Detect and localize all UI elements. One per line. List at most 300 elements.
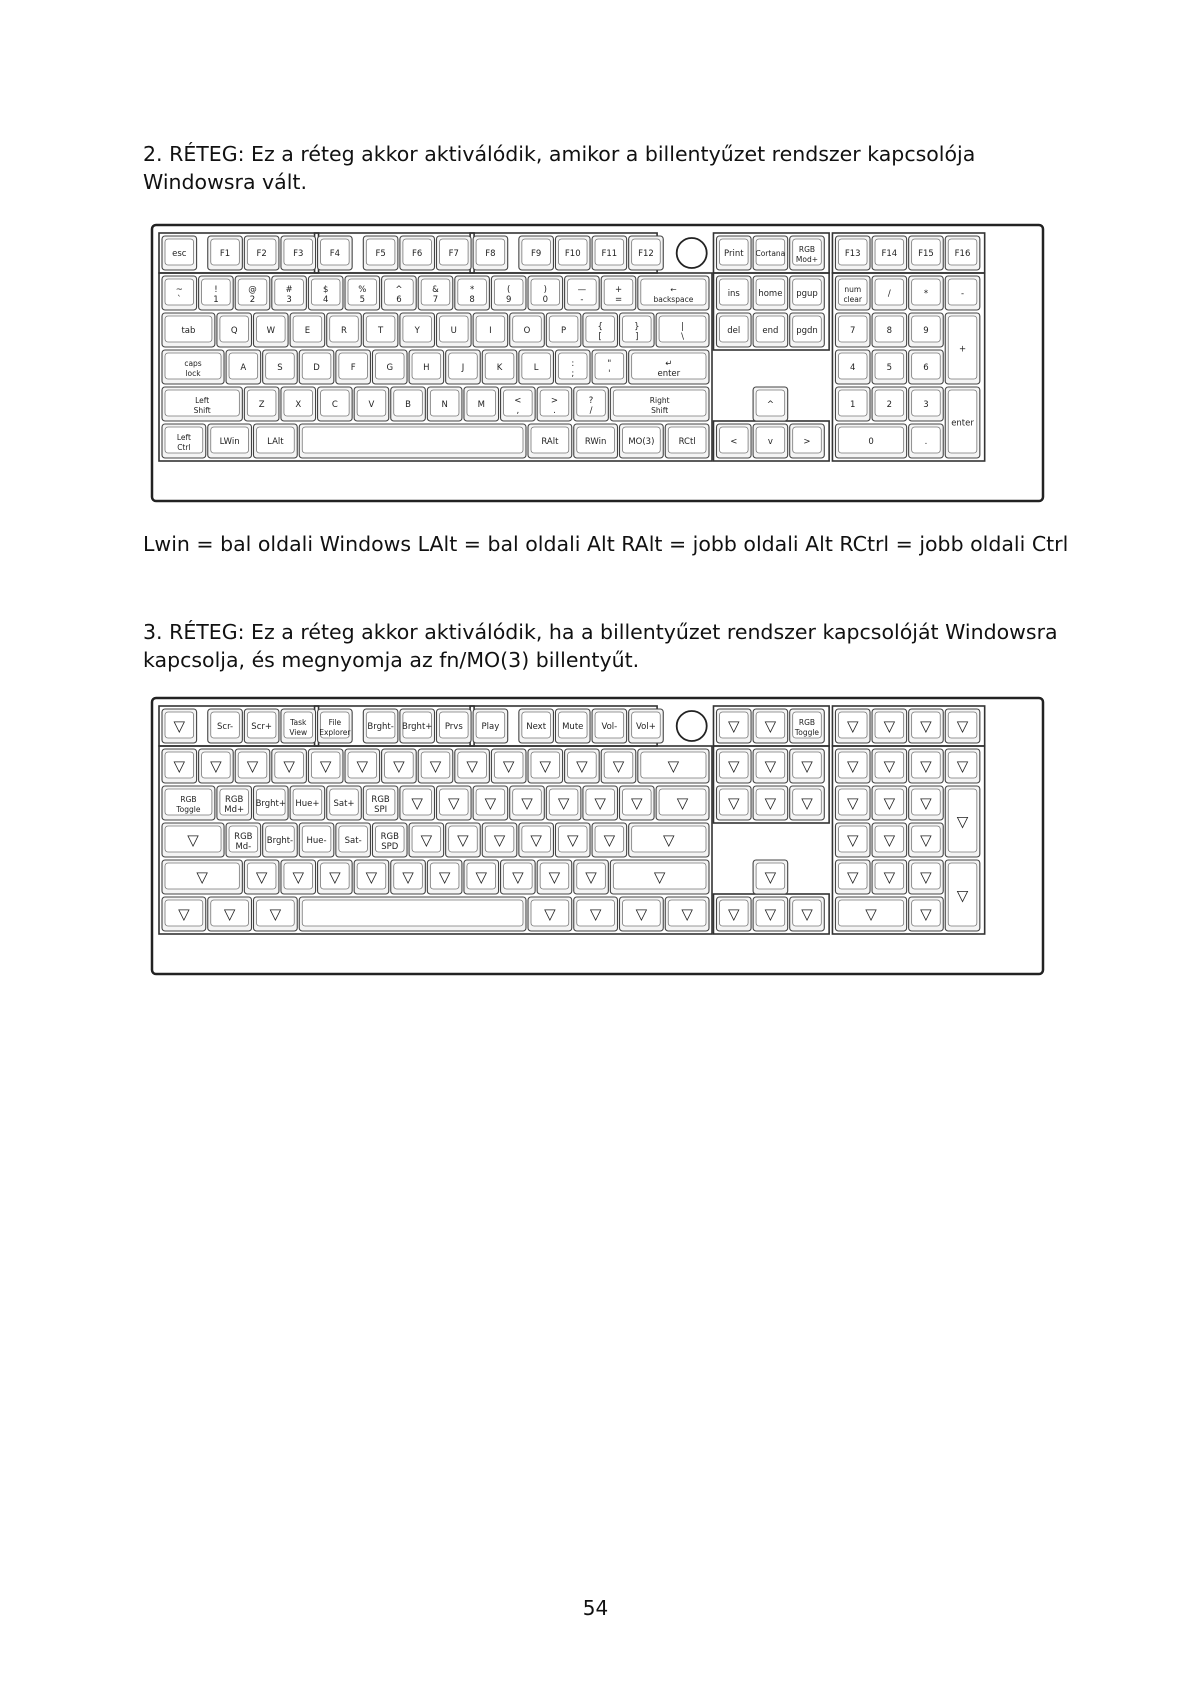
layer2-key bbox=[281, 236, 316, 270]
layer3-key bbox=[244, 709, 279, 743]
layer3-key-label: ▽ bbox=[846, 794, 859, 812]
layer3-key-label: ▽ bbox=[576, 757, 588, 775]
layer3-key bbox=[620, 897, 664, 931]
layer3-key-label: ▽ bbox=[187, 831, 199, 849]
layer2-key-label: : ; bbox=[571, 359, 575, 379]
layer3-key-label: ▽ bbox=[502, 757, 515, 775]
layer2-key-label: R bbox=[341, 326, 347, 336]
layer3-key bbox=[482, 823, 517, 857]
layer3-key bbox=[437, 786, 472, 820]
layer2-key-label: - bbox=[961, 289, 965, 299]
layer3-key-label: ▽ bbox=[530, 831, 542, 849]
layer3-key-label: RGB Toggle bbox=[794, 718, 820, 737]
layer2-key-label: 1 bbox=[850, 400, 856, 410]
layer3-key-label: RGB SPD bbox=[380, 832, 399, 852]
layer3-key-label: ▽ bbox=[283, 757, 295, 775]
layer3-key bbox=[835, 786, 870, 820]
layer2-key-label: LAlt bbox=[267, 437, 284, 447]
layer3-key bbox=[281, 860, 316, 894]
layer3-key-label: ▽ bbox=[448, 794, 460, 812]
layer3-key bbox=[244, 860, 279, 894]
layer2-key-label: home bbox=[758, 289, 783, 299]
layer3-key-label: Task View bbox=[289, 718, 308, 737]
layer2-key bbox=[835, 387, 870, 421]
layer3-key-label: ▽ bbox=[920, 831, 932, 849]
layer3-key bbox=[753, 749, 788, 783]
layer2-key-label: C bbox=[331, 400, 338, 410]
layer3-key-label: ▽ bbox=[764, 717, 777, 735]
layer2-key bbox=[835, 236, 870, 270]
layer3-key-label: ▽ bbox=[292, 868, 305, 886]
layer2-key bbox=[790, 276, 825, 310]
layer3-key bbox=[677, 711, 707, 741]
layer3-key bbox=[318, 709, 353, 743]
layer2-key bbox=[753, 236, 788, 270]
layer2-key bbox=[638, 276, 709, 310]
layer2-key bbox=[473, 313, 508, 347]
layer2-key bbox=[437, 236, 472, 270]
layer2-key bbox=[345, 276, 380, 310]
layer3-key-label: ▽ bbox=[956, 717, 969, 735]
layer3-key bbox=[162, 860, 242, 894]
layer3-key-label: ▽ bbox=[956, 757, 969, 775]
layer2-key-label: RAlt bbox=[541, 437, 559, 447]
layer3-key-label: Vol+ bbox=[636, 722, 656, 732]
layer2-key-label: { [ bbox=[597, 322, 603, 342]
layer3-key bbox=[716, 786, 751, 820]
layer2-key-label: F12 bbox=[638, 249, 654, 259]
layer2-key bbox=[546, 313, 581, 347]
layer2-key bbox=[753, 387, 788, 421]
layer2-key-label: del bbox=[727, 326, 741, 336]
layer2-key bbox=[909, 236, 944, 270]
layer2-key-label: MO(3) bbox=[628, 437, 655, 447]
layer3-key bbox=[473, 709, 508, 743]
layer3-key bbox=[537, 860, 572, 894]
layer3-key bbox=[336, 823, 371, 857]
layer2-key-label: A bbox=[240, 363, 247, 373]
layer3-key bbox=[409, 823, 444, 857]
layer3-key bbox=[464, 860, 499, 894]
layer2-key bbox=[555, 236, 590, 270]
layer2-key bbox=[501, 387, 536, 421]
layer2-key bbox=[872, 350, 907, 384]
layer2-key bbox=[872, 276, 907, 310]
layer3-key-label: Vol- bbox=[601, 722, 618, 732]
layer3-key bbox=[318, 860, 353, 894]
layer3-key bbox=[162, 897, 206, 931]
layer3-key bbox=[281, 709, 316, 743]
layer3-key-label: RGB Md+ bbox=[224, 795, 245, 815]
layer2-key bbox=[409, 350, 444, 384]
layer3-key bbox=[872, 749, 907, 783]
layer2-key bbox=[555, 350, 590, 384]
layer2-key bbox=[308, 276, 343, 310]
layer3-key-label: ▽ bbox=[566, 831, 579, 849]
layer3-key bbox=[945, 860, 980, 931]
layer2-key bbox=[235, 276, 270, 310]
layer2-key-label: V bbox=[368, 400, 375, 410]
layer2-key bbox=[199, 276, 234, 310]
layer2-key-label: ) 0 bbox=[542, 285, 549, 305]
layer2-key-label: * bbox=[923, 289, 929, 299]
layer2-key bbox=[753, 424, 788, 458]
layer3-key bbox=[455, 749, 490, 783]
layer2-key-label: F3 bbox=[293, 249, 304, 259]
layer2-key-label: F1 bbox=[219, 249, 231, 259]
layer3-key bbox=[945, 749, 980, 783]
layer3-key-label: ▽ bbox=[667, 757, 680, 775]
layer3-key-label: ▽ bbox=[728, 905, 740, 923]
page-number: 54 bbox=[582, 1596, 609, 1620]
layer2-key-label: 3 bbox=[923, 400, 929, 410]
layer3-key bbox=[272, 749, 307, 783]
layer3-key-label: Scr- bbox=[217, 722, 234, 732]
layer2-key-label: pgdn bbox=[796, 326, 818, 336]
layer3-key-label: ▽ bbox=[801, 905, 813, 923]
layer2-key-label: ! 1 bbox=[213, 285, 219, 305]
layer2-key-label: F16 bbox=[954, 249, 971, 259]
layer3-key-label: Hue+ bbox=[295, 799, 320, 809]
layer2-key bbox=[437, 313, 472, 347]
layer2-key-label: } ] bbox=[634, 322, 640, 342]
layer3-key-label: ▽ bbox=[764, 905, 777, 923]
layer3-key bbox=[629, 823, 709, 857]
layer2-key-label: M bbox=[477, 400, 485, 410]
layer3-key-label: ▽ bbox=[173, 757, 186, 775]
layer3-key-label: ▽ bbox=[246, 757, 259, 775]
layer2-key-label: Cortana bbox=[755, 249, 786, 258]
layer3-key-label: ▽ bbox=[728, 717, 740, 735]
layer2-key-label: N bbox=[441, 400, 448, 410]
layer3-key bbox=[555, 823, 590, 857]
layer3-key-label: ▽ bbox=[269, 905, 282, 923]
layer3-key-label: Brght- bbox=[367, 722, 394, 732]
layer3-key-label: ▽ bbox=[393, 757, 405, 775]
layer2-key-label: | \ bbox=[681, 322, 684, 342]
layer2-key-label: ( 9 bbox=[505, 285, 512, 305]
layer3-key bbox=[226, 823, 261, 857]
layer2-key bbox=[601, 276, 636, 310]
layer2-key bbox=[835, 276, 870, 310]
layer3-key-label: Sat- bbox=[344, 836, 362, 846]
layer2-key bbox=[790, 313, 825, 347]
layer2-key-label: ~ ` bbox=[175, 285, 183, 305]
layer2-key-label: tab bbox=[181, 326, 196, 336]
layer3-key-label: ▽ bbox=[493, 831, 506, 849]
layer2-key bbox=[226, 350, 261, 384]
layer2-key bbox=[354, 387, 389, 421]
layer3-key bbox=[519, 823, 554, 857]
layer3-key bbox=[665, 897, 709, 931]
layer3-key bbox=[753, 860, 788, 894]
layer2-key bbox=[336, 350, 371, 384]
layer3-key bbox=[945, 786, 980, 857]
layer3-key bbox=[446, 823, 481, 857]
layer2-key bbox=[473, 236, 508, 270]
layer2-key-label: end bbox=[762, 326, 779, 336]
layer2-key-label: Right Shift bbox=[649, 396, 670, 415]
layer2-key bbox=[455, 276, 490, 310]
layer3-key-label: ▽ bbox=[920, 757, 932, 775]
layer2-key bbox=[583, 313, 618, 347]
layer2-key-label: F7 bbox=[448, 249, 459, 259]
layer2-key-label: ? / bbox=[588, 396, 594, 416]
layer2-key-label: & 7 bbox=[432, 285, 439, 305]
layer3-key bbox=[208, 709, 243, 743]
layer3-key-label: Mute bbox=[562, 722, 584, 732]
layer3-key-label: ▽ bbox=[557, 794, 570, 812]
layer2-key-label: L bbox=[533, 363, 539, 373]
layer2-key-label: 9 bbox=[923, 326, 929, 336]
layer3-key bbox=[909, 860, 944, 894]
layer3-description: 3. RÉTEG: Ez a réteg akkor aktiválódik, ha a billentyűzet rendszer kapcsolóját Windowsra kapcsolja, és megnyomja az fn/MO(3) billentyűt. bbox=[143, 620, 1058, 672]
layer2-key bbox=[835, 313, 870, 347]
layer2-key-label: F10 bbox=[564, 249, 581, 259]
layer3-key-label: ▽ bbox=[883, 717, 896, 735]
layer2-key bbox=[528, 276, 563, 310]
layer2-key bbox=[835, 350, 870, 384]
layer3-key bbox=[528, 897, 572, 931]
layer3-key-label: ▽ bbox=[255, 868, 268, 886]
layer3-key-label: ▽ bbox=[764, 757, 777, 775]
layer3-key-label: ▽ bbox=[466, 757, 478, 775]
layer2-key-label: + = bbox=[614, 285, 623, 305]
layer2-key bbox=[872, 313, 907, 347]
layer2-key-label: F15 bbox=[918, 249, 934, 259]
layer2-key-label: % 5 bbox=[358, 285, 367, 305]
layer3-key bbox=[162, 749, 197, 783]
layer2-key bbox=[716, 236, 751, 270]
layer3-key bbox=[835, 749, 870, 783]
layer2-key bbox=[327, 313, 362, 347]
layer2-key-label: F13 bbox=[844, 249, 861, 259]
layer2-key bbox=[418, 276, 453, 310]
layer3-key bbox=[790, 897, 825, 931]
layer2-key bbox=[318, 236, 353, 270]
layer3-key bbox=[656, 786, 709, 820]
layer2-key-label: > . bbox=[550, 396, 559, 416]
layer2-key-label: — - bbox=[577, 285, 587, 305]
layer3-key bbox=[308, 749, 343, 783]
layer2-key-label: H bbox=[423, 363, 430, 373]
layer2-key-label: RGB Mod+ bbox=[795, 245, 819, 264]
layer3-key-label: ▽ bbox=[865, 905, 877, 923]
layer2-key bbox=[629, 236, 664, 270]
layer2-key-label: F9 bbox=[530, 249, 542, 259]
layer2-key-label: ← backspace bbox=[653, 285, 694, 304]
layer2-key bbox=[872, 387, 907, 421]
layer3-key-label: RGB Toggle bbox=[176, 795, 201, 814]
layer2-key bbox=[482, 350, 517, 384]
layer3-key-label: ▽ bbox=[663, 831, 675, 849]
layer2-key bbox=[427, 387, 462, 421]
layer2-key bbox=[491, 276, 526, 310]
layer2-key-label: W bbox=[266, 326, 276, 336]
layer2-description: 2. RÉTEG: Ez a réteg akkor aktiválódik, amikor a billentyűzet rendszer kapcsolója Windowsra vált. bbox=[143, 142, 976, 194]
layer3-key-label: ▽ bbox=[223, 905, 236, 923]
layer2-key-label: RCtl bbox=[678, 437, 696, 447]
keyboard-layer2-diagram bbox=[150, 223, 1045, 505]
layer3-key-label: ▽ bbox=[356, 757, 369, 775]
layer3-key bbox=[945, 709, 980, 743]
layer3-key-label: ▽ bbox=[728, 794, 740, 812]
layer2-key bbox=[281, 387, 316, 421]
layer2-key-label: Print bbox=[724, 249, 744, 259]
layer2-key-label: F14 bbox=[881, 249, 898, 259]
layer2-key bbox=[574, 387, 609, 421]
layer3-key-label: Next bbox=[526, 722, 547, 732]
layer2-key bbox=[592, 236, 627, 270]
layer3-key-label: ▽ bbox=[539, 757, 552, 775]
layer3-key bbox=[263, 823, 298, 857]
keyboard-layer3-diagram bbox=[150, 696, 1045, 978]
layer3-key-label: ▽ bbox=[178, 905, 190, 923]
layer3-key bbox=[254, 897, 298, 931]
layer2-key bbox=[290, 313, 325, 347]
layer2-key bbox=[909, 350, 944, 384]
layer2-key-label: J bbox=[461, 363, 465, 373]
layer3-key-label: ▽ bbox=[420, 831, 433, 849]
layer2-key-label: * 8 bbox=[469, 285, 475, 305]
layer2-key bbox=[592, 350, 627, 384]
layer2-key bbox=[790, 424, 825, 458]
layer3-key-label: ▽ bbox=[603, 831, 616, 849]
layer2-key-label: 7 bbox=[850, 326, 856, 336]
layer2-key bbox=[716, 424, 751, 458]
layer2-key-label: RWin bbox=[584, 437, 607, 447]
layer2-key-label: F2 bbox=[256, 249, 267, 259]
layer3-key-label: ▽ bbox=[402, 868, 414, 886]
layer3-key-label: ▽ bbox=[173, 717, 186, 735]
layer3-key-label: ▽ bbox=[585, 868, 597, 886]
layer3-key bbox=[363, 786, 398, 820]
layer2-key bbox=[909, 313, 944, 347]
layer3-key-label: ▽ bbox=[319, 757, 332, 775]
layer2-key bbox=[510, 313, 545, 347]
layer2-key-label: 5 bbox=[886, 363, 893, 373]
layer3-key bbox=[592, 823, 627, 857]
layer3-key-label: ▽ bbox=[365, 868, 378, 886]
layer3-key bbox=[299, 823, 334, 857]
layer2-key bbox=[382, 276, 417, 310]
layer3-key bbox=[592, 709, 627, 743]
layer3-key-label: ▽ bbox=[920, 794, 932, 812]
layer2-key-label: S bbox=[277, 363, 283, 373]
layer2-key bbox=[400, 236, 435, 270]
layer2-key-label: I bbox=[489, 326, 492, 336]
layer2-key-label: K bbox=[496, 363, 503, 373]
layer2-key bbox=[835, 424, 906, 458]
layer3-key bbox=[835, 823, 870, 857]
layer3-key bbox=[872, 823, 907, 857]
layer3-key-label: ▽ bbox=[681, 905, 693, 923]
layer2-key bbox=[945, 276, 980, 310]
layer3-key bbox=[519, 709, 554, 743]
layer3-key bbox=[909, 709, 944, 743]
layer3-key bbox=[363, 709, 398, 743]
layer3-key bbox=[400, 709, 435, 743]
layer2-key bbox=[537, 387, 572, 421]
layer2-key bbox=[318, 387, 353, 421]
layer3-key bbox=[299, 897, 526, 931]
layer2-key-label: F4 bbox=[329, 249, 341, 259]
layer3-key bbox=[835, 897, 906, 931]
layer3-key bbox=[620, 786, 655, 820]
layer2-key-label: . bbox=[924, 437, 928, 447]
layer2-key-label: F8 bbox=[485, 249, 496, 259]
layer2-key bbox=[629, 350, 709, 384]
layer3-key bbox=[753, 709, 788, 743]
layer3-key bbox=[555, 709, 590, 743]
layer2-key-label: 4 bbox=[850, 363, 856, 373]
layer2-key-label: + bbox=[958, 344, 967, 355]
layer3-key-label: ▽ bbox=[512, 868, 524, 886]
layer2-key-label: 6 bbox=[923, 363, 929, 373]
layer3-key-label: ▽ bbox=[956, 886, 969, 905]
layer2-key-label: Z bbox=[258, 400, 265, 410]
layer3-key-label: ▽ bbox=[846, 831, 859, 849]
layer3-key bbox=[528, 749, 563, 783]
layer2-key-label: B bbox=[405, 400, 411, 410]
layer3-key bbox=[872, 709, 907, 743]
layer2-key-label: caps lock bbox=[184, 359, 202, 378]
layer2-key-label: P bbox=[561, 326, 567, 336]
layer3-key-label: ▽ bbox=[475, 868, 488, 886]
layer3-key bbox=[235, 749, 270, 783]
layer2-key-label: T bbox=[377, 326, 384, 336]
layer2-key bbox=[909, 424, 944, 458]
layer3-key bbox=[583, 786, 618, 820]
layer3-key bbox=[790, 709, 825, 743]
layer3-key-label: ▽ bbox=[612, 757, 625, 775]
layer3-key-label: ▽ bbox=[429, 757, 442, 775]
layer3-key bbox=[835, 709, 870, 743]
layer3-key-label: ▽ bbox=[411, 794, 423, 812]
layer2-key bbox=[872, 236, 907, 270]
layer3-key-label: ▽ bbox=[846, 717, 859, 735]
layer2-key-label: G bbox=[386, 363, 394, 373]
layer3-key bbox=[638, 749, 709, 783]
layer3-key-label: Sat+ bbox=[333, 799, 355, 809]
layer3-key bbox=[716, 709, 751, 743]
layer3-key bbox=[208, 897, 252, 931]
layer2-key bbox=[400, 313, 435, 347]
layer3-key bbox=[872, 860, 907, 894]
layer3-key bbox=[574, 897, 618, 931]
layer3-key-label: ▽ bbox=[594, 794, 606, 812]
layer2-key-label: pgup bbox=[796, 289, 818, 299]
layer3-key-label: File Explorer bbox=[319, 718, 351, 737]
layer2-key bbox=[716, 313, 751, 347]
layer2-key-label: U bbox=[450, 326, 457, 336]
key-abbreviation-legend: Lwin = bal oldali Windows LAlt = bal oldali Alt RAlt = jobb oldali Alt RCtrl = jobb oldali Ctrl bbox=[143, 532, 1069, 556]
layer2-key bbox=[620, 424, 664, 458]
layer3-key bbox=[790, 786, 825, 820]
layer3-key bbox=[501, 860, 536, 894]
layer3-key-label: ▽ bbox=[956, 812, 969, 831]
layer3-key bbox=[400, 786, 435, 820]
layer3-key bbox=[753, 786, 788, 820]
layer2-key bbox=[519, 236, 554, 270]
layer2-key-label: F11 bbox=[601, 249, 618, 259]
layer3-key-label: ▽ bbox=[653, 868, 666, 886]
layer2-key bbox=[162, 276, 197, 310]
layer3-key-label: ▽ bbox=[801, 757, 813, 775]
layer2-key-label: LWin bbox=[219, 437, 240, 447]
layer3-key-label: ▽ bbox=[329, 868, 341, 886]
layer3-key bbox=[290, 786, 325, 820]
